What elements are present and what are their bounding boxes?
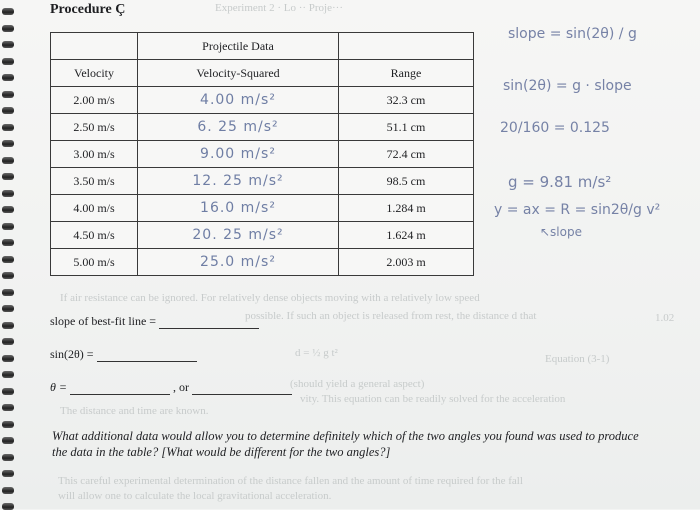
theta-answer-blank-1[interactable] [70,382,170,395]
binding-ring [2,8,14,15]
binding-ring [2,272,14,279]
spiral-binding [0,0,18,509]
range-cell: 1.624 m [339,222,474,249]
velocity-squared-cell[interactable]: 25.0 m/s² [138,249,339,276]
binding-ring [2,454,14,461]
slope-answer-blank[interactable] [159,316,259,329]
binding-ring [2,371,14,378]
binding-ring [2,404,14,411]
section-heading: Procedure Ç [50,2,126,17]
binding-ring [2,305,14,312]
binding-ring [2,388,14,395]
velocity-cell: 4.00 m/s [51,195,138,222]
note-slope-formula: slope = sin(2θ) / g [508,26,637,42]
bleed-through-text: Equation (3-1) [545,353,610,365]
bleed-through-text: The distance and time are known. [60,405,209,417]
table-row [51,195,474,222]
velocity-squared-cell[interactable]: 12. 25 m/s² [138,168,339,195]
theta-field [50,380,292,395]
bleed-through-text: If air resistance can be ignored. For relatively dense objects moving with a relatively low speed [60,292,480,304]
table-title-row [51,33,474,60]
binding-ring [2,289,14,296]
question-text: What additional data would allow you to determine definitely which of the two angles you found was used to produce the data in the table? [What would be different for the two angles?] [52,429,639,459]
table-row [51,222,474,249]
projectile-data-table [50,32,474,276]
column-header: Velocity [51,60,138,87]
bleed-through-text: (should yield a general aspect) [290,378,425,390]
table-row [51,114,474,141]
velocity-cell: 3.00 m/s [51,141,138,168]
note-sin-formula: sin(2θ) = g · slope [503,78,632,94]
binding-ring [2,338,14,345]
slope-field [50,314,259,329]
velocity-cell: 2.00 m/s [51,87,138,114]
bleed-through-text: Experiment 2 · Lo ·· Proje··· [215,2,343,14]
theta-label: θ = [50,380,67,394]
table-row [51,249,474,276]
note-slope-arrow: ↖slope [540,225,582,239]
velocity-cell: 5.00 m/s [51,249,138,276]
binding-ring [2,190,14,197]
binding-ring [2,58,14,65]
sin-answer-blank[interactable] [97,349,197,362]
range-cell: 32.3 cm [339,87,474,114]
range-cell: 72.4 cm [339,141,474,168]
velocity-squared-cell[interactable]: 16.0 m/s² [138,195,339,222]
table-title: Projectile Data [138,33,339,60]
binding-ring [2,157,14,164]
velocity-squared-cell[interactable]: 4.00 m/s² [138,87,339,114]
table-row [51,87,474,114]
binding-ring [2,322,14,329]
velocity-squared-cell[interactable]: 9.00 m/s² [138,141,339,168]
theta-answer-blank-2[interactable] [192,382,292,395]
range-cell: 1.284 m [339,195,474,222]
binding-ring [2,25,14,32]
slope-label: slope of best-fit line = [50,314,157,328]
binding-ring [2,355,14,362]
table-row [51,141,474,168]
binding-ring [2,206,14,213]
sin-label: sin(2θ) = [50,347,94,361]
binding-ring [2,437,14,444]
velocity-cell: 3.50 m/s [51,168,138,195]
or-label: , or [173,380,189,394]
table-header-row [51,60,474,87]
column-header: Velocity-Squared [138,60,339,87]
binding-ring [2,74,14,81]
binding-ring [2,239,14,246]
column-header: Range [339,60,474,87]
range-cell: 51.1 cm [339,114,474,141]
note-fraction: 20/160 = 0.125 [500,120,610,136]
bleed-through-text: will allow one to calculate the local gravitational acceleration. [58,490,332,502]
note-range-equation: y = ax = R = sin2θ/g v² [494,202,661,218]
table-row [51,168,474,195]
range-cell: 2.003 m [339,249,474,276]
binding-ring [2,41,14,48]
velocity-cell: 4.50 m/s [51,222,138,249]
bleed-through-text: vity. This equation can be readily solved for the acceleration [300,393,566,405]
velocity-squared-cell[interactable]: 6. 25 m/s² [138,114,339,141]
binding-ring [2,223,14,230]
binding-ring [2,173,14,180]
bleed-through-text: This careful experimental determination of the distance fallen and the amount of time required for the fall [58,475,523,487]
bleed-through-text: 1.02 [655,312,675,324]
bleed-through-text: possible. If such an object is released from rest, the distance d that [245,310,537,322]
sin-field [50,347,197,362]
velocity-cell: 2.50 m/s [51,114,138,141]
binding-ring [2,256,14,263]
binding-ring [2,91,14,98]
binding-ring [2,421,14,428]
note-gravity: g = 9.81 m/s² [508,173,612,191]
binding-ring [2,107,14,114]
velocity-squared-cell[interactable]: 20. 25 m/s² [138,222,339,249]
binding-ring [2,470,14,477]
binding-ring [2,124,14,131]
binding-ring [2,487,14,494]
bleed-through-text: d = ½ g t² [295,347,338,359]
binding-ring [2,140,14,147]
range-cell: 98.5 cm [339,168,474,195]
